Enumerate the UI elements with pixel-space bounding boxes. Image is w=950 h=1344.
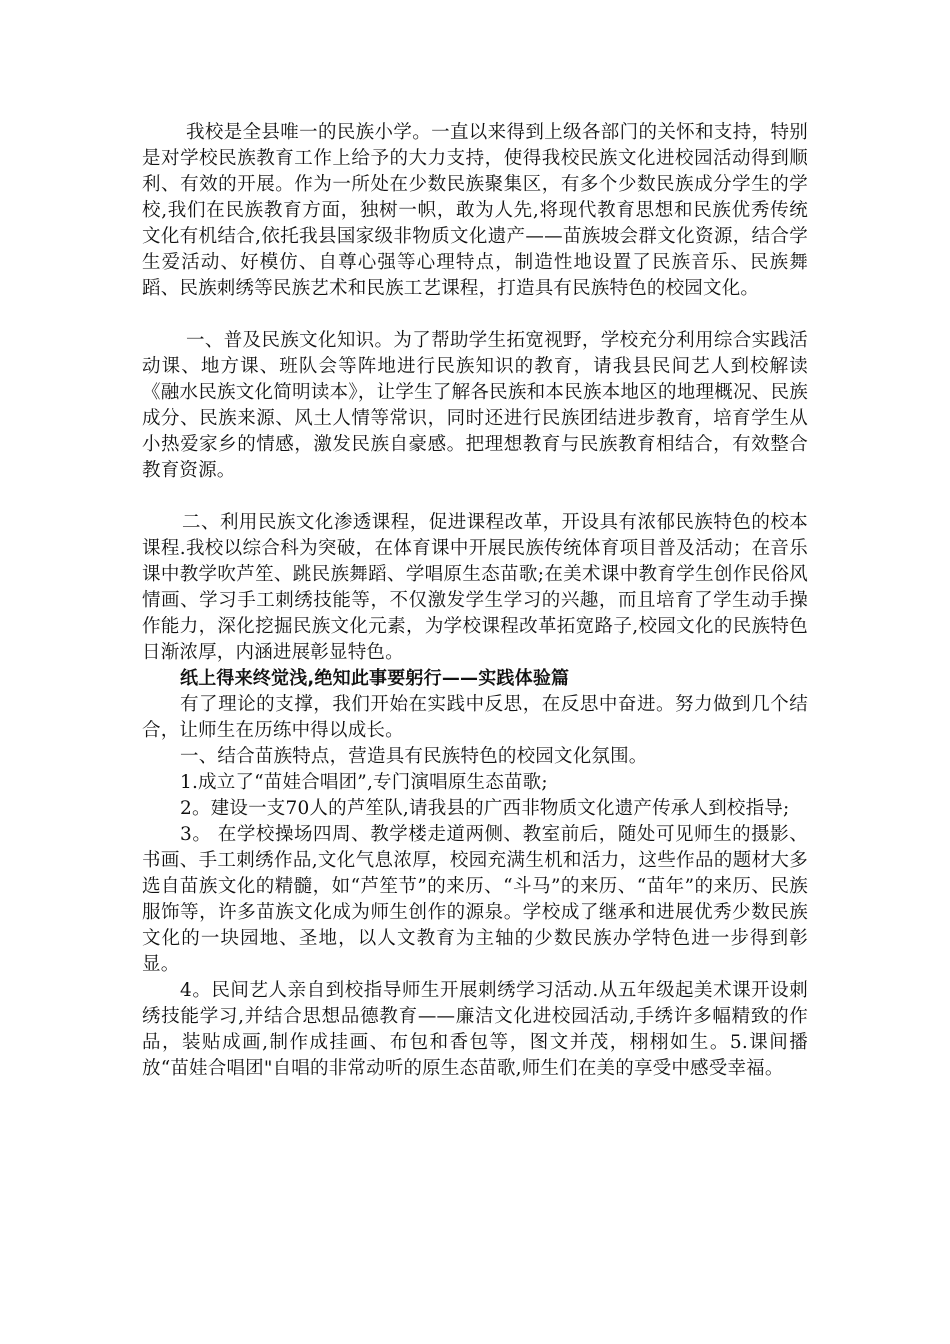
practice-intro-paragraph: 有了理论的支撑，我们开始在实践中反思，在反思中奋进。努力做到几个结合，让师生在历练中得以成长。 (142, 694, 808, 741)
item-heading: 一、结合苗族特点，营造具有民族特色的校园文化氛围。 (180, 746, 648, 767)
list-item-3: 3。 在学校操场四周、教学楼走道两侧、教室前后，随处可见师生的摄影、书画、手工刺绣作品,文化气息浓厚，校园充满生机和活力，这些作品的题材大多选自苗族文化的精髓，如“芦笙节”的来历、“斗马”的来历、“苗年”的来历、民族服饰等，许多苗族文化成为师生创作的源泉。学校成了继承和进展优秀少数民族文化的一块园地、圣地，以人文教育为主轴的少数民族办学特色进一步得到彰显。 (142, 824, 808, 975)
section-1-paragraph: 一、普及民族文化知识。为了帮助学生拓宽视野，学校充分利用综合实践活动课、地方课、班队会等阵地进行民族知识的教育，请我县民间艺人到校解读《融水民族文化简明读本》，让学生了解各民族和本民族本地区的地理概况、民族成分、民族来源、风土人情等常识，同时还进行民族团结进步教育，培育学生从小热爱家乡的情感，激发民族自豪感。把理想教育与民族教育相结合，有效整合教育资源。 (142, 330, 808, 481)
list-item-2: 2。建设一支70人的芦笙队,请我县的广西非物质文化遗产传承人到校指导; (180, 798, 790, 819)
practice-heading: 纸上得来终觉浅,绝知此事要躬行——实践体验篇 (180, 668, 570, 689)
paragraph-gap (142, 484, 808, 510)
paragraph-gap (142, 302, 808, 328)
list-item-1: 1.成立了“苗娃合唱团”,专门演唱原生态苗歌; (180, 772, 548, 793)
intro-paragraph: 我校是全县唯一的民族小学。一直以来得到上级各部门的关怀和支持，特别是对学校民族教育工作上给予的大力支持，使得我校民族文化进校园活动得到顺利、有效的开展。作为一所处在少数民族聚集区，有多个少数民族成分学生的学校,我们在民族教育方面，独树一帜，敢为人先,将现代教育思想和民族优秀传统文化有机结合,依托我县国家级非物质文化遗产——苗族坡会群文化资源，结合学生爱活动、好模仿、自尊心强等心理特点，制造性地设置了民族音乐、民族舞蹈、民族刺绣等民族艺术和民族工艺课程，打造具有民族特色的校园文化。 (142, 122, 808, 299)
document-body (142, 120, 808, 1082)
list-item-4: 4。民间艺人亲自到校指导师生开展刺绣学习活动.从五年级起美术课开设刺绣技能学习,并结合思想品德教育——廉洁文化进校园活动,手绣许多幅精致的作品，装贴成画,制作成挂画、布包和香包等，图文并茂，栩栩如生。5.课间播放“苗娃合唱团"自唱的非常动听的原生态苗歌,师生们在美的享受中感受幸福。 (142, 980, 808, 1079)
section-2-paragraph: 二、利用民族文化渗透课程，促进课程改革，开设具有浓郁民族特色的校本课程.我校以综合科为突破，在体育课中开展民族传统体育项目普及活动；在音乐课中教学吹芦笙、跳民族舞蹈、学唱原生态苗歌;在美术课中教育学生创作民俗风情画、学习手工刺绣技能等，不仅激发学生学习的兴趣，而且培育了学生动手操作能力，深化挖掘民族文化元素，为学校课程改革拓宽路子,校园文化的民族特色日渐浓厚，内涵进展彰显特色。 (142, 512, 808, 663)
